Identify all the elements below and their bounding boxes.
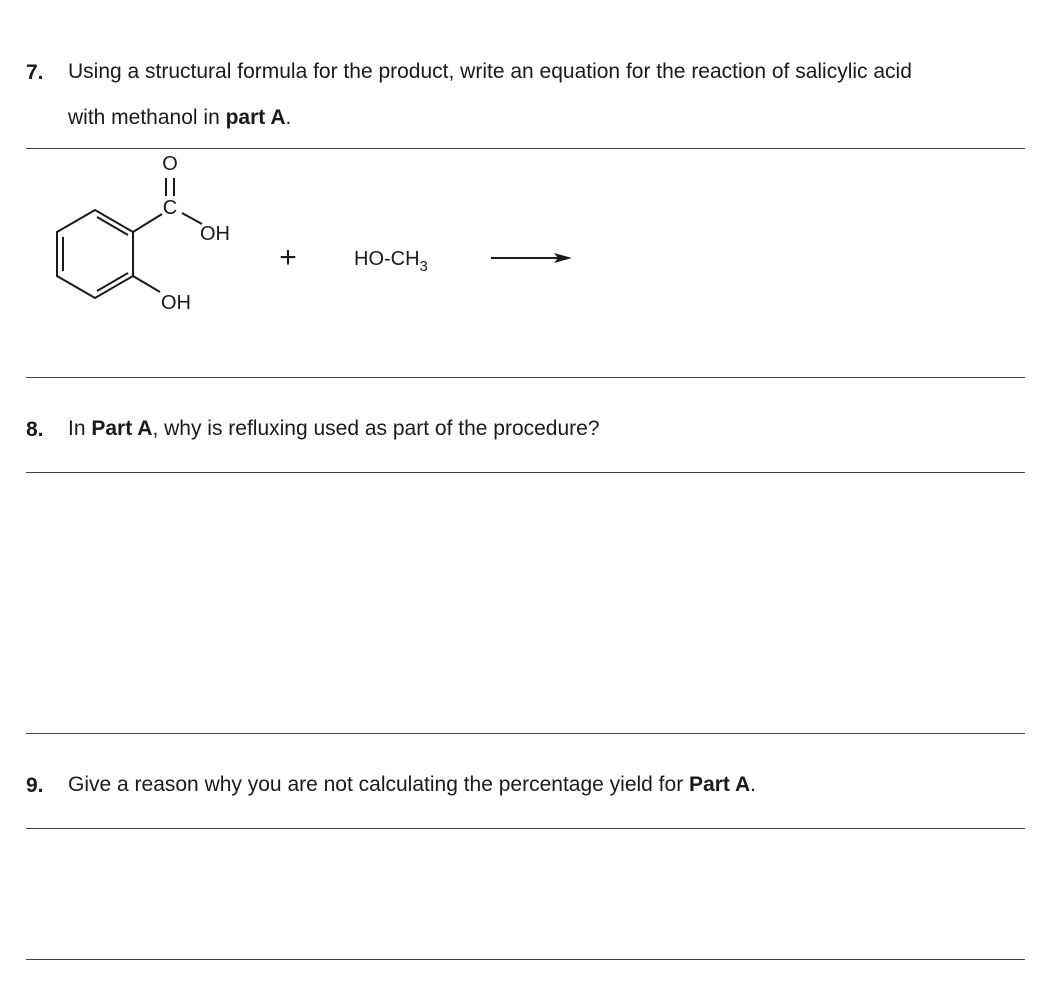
methanol-formula [354,248,428,275]
question-8-post: , why is refluxing used as part of the procedure? [152,417,600,440]
question-8-pre: In [68,417,92,440]
ring-to-carbon-bond [133,214,162,232]
question-9-number: 9. [26,774,44,797]
methanol-subscript: 3 [419,258,428,275]
question-9-pre: Give a reason why you are not calculating the percentage yield for [68,773,690,796]
question-9-post: . [750,773,756,796]
question-7-number: 7. [26,61,44,84]
carbonyl-oxygen: O [162,153,178,175]
question-7-line2-bold: part A [225,106,286,129]
question-9-text [68,762,756,808]
carbonyl-carbon: C [162,197,178,219]
question-9-bold: Part A [689,773,751,796]
answer-line-q8-bottom [26,733,1025,734]
answer-line-q7-bottom [26,377,1025,378]
ring-to-phenol-bond [133,276,160,292]
question-8-text [68,406,600,452]
answer-line-q7-top [26,148,1025,149]
benzene-ring [57,210,133,298]
answer-line-q9-top [26,828,1025,829]
question-7-text [68,49,912,141]
salicylic-acid-structure [57,178,202,298]
reaction-arrow [491,253,572,263]
phenol-hydroxyl: OH [161,292,191,314]
carbon-to-hydroxyl-bond [182,213,202,224]
question-8-bold: Part A [91,417,153,440]
question-7-line2-pre: with methanol in [68,106,226,129]
reaction-equation [40,150,600,320]
acid-hydroxyl: OH [200,223,230,245]
question-8-number: 8. [26,418,44,441]
answer-line-q9-bottom [26,959,1025,960]
question-7-line1: Using a structural formula for the product, write an equation for the reaction of salicylic acid [68,60,912,83]
question-7-line2-post: . [285,106,292,129]
methanol-prefix: HO-CH [354,248,420,270]
answer-line-q8-top [26,472,1025,473]
plus-sign: + [279,241,297,274]
